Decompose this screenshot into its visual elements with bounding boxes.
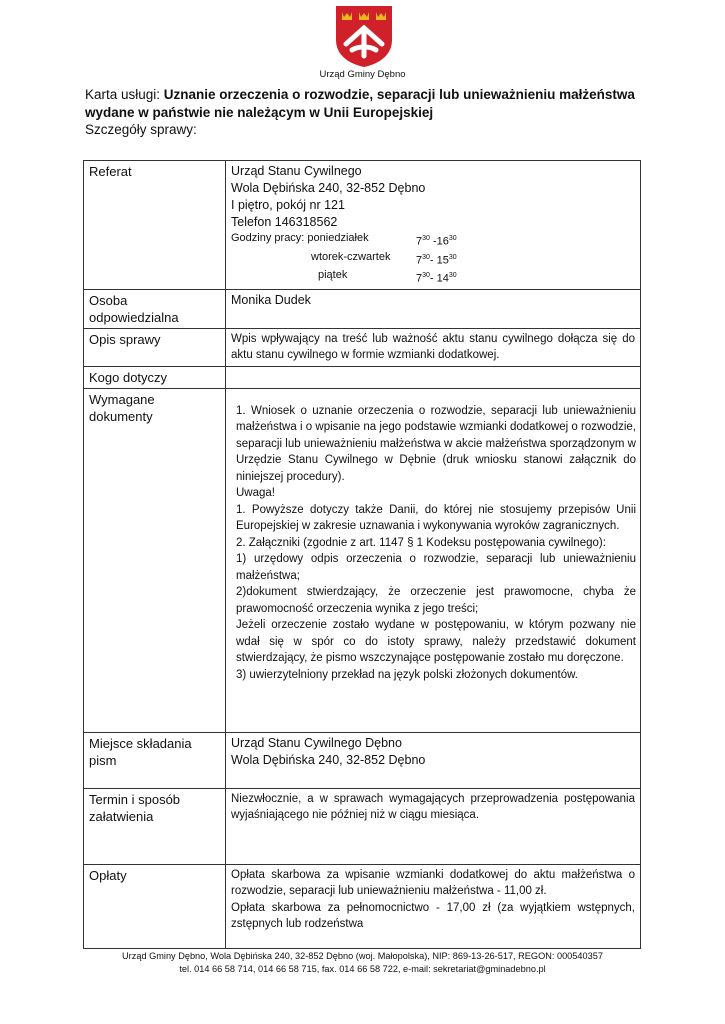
label-referat: Referat: [84, 161, 226, 290]
service-table: [83, 160, 641, 949]
value-miejsce: Urząd Stanu Cywilnego Dębno Wola Dębińska 240, 32-852 Dębno: [226, 732, 641, 788]
coat-of-arms-icon: [334, 4, 394, 68]
value-wymagane: 1. Wniosek o uznanie orzeczenia o rozwodzie, separacji lub unieważnieniu małżeństwa i o wpisanie na jego podstawie wzmianki dodatkowej o rozwodzie, separacji lub unieważnieniu małżeństwa w akcie małżeństwa sporządzonym w Urzędzie Stanu Cywilnego w Dębnie (druk wniosku stanowi załącznik do niniejszej procedury). Uwaga! 1. Powyższe dotyczy także Danii, do której nie stosujemy przepisów Unii Europejskiej w zakresie uznawania i wykonywania wyroków zagranicznych. 2. Załączniki (zgodnie z art. 1147 § 1 Kodeksu postępowania cywilnego): 1) urzędowy odpis orzeczenia o rozwodzie, separacji lub unieważnieniu małżeństwa; 2)dokument stwierdzający, że orzeczenie jest prawomocne, chyba że prawomocność orzeczenia wynika z jego treści; Jeżeli orzeczenie zostało wydane w postępowaniu, w którym pozwany nie wdał się w spór co do istoty sprawy, należy przedstawić dokument stwierdzający, że pismo wszczynające postępowanie zostało mu doręczone. 3) uwierzytelniony przekład na język polski złożonych dokumentów.: [226, 388, 641, 732]
row-osoba: [84, 289, 641, 328]
value-kogo: [226, 366, 641, 388]
row-termin: [84, 788, 641, 864]
footer-address: Urząd Gminy Dębno, Wola Dębińska 240, 32-852 Dębno (woj. Małopolska), NIP: 869-13-26-517, REGON: 000540357: [122, 951, 603, 961]
row-referat: [84, 161, 641, 290]
row-miejsce: [84, 732, 641, 788]
footer-contact: tel. 014 66 58 714, 014 66 58 715, fax. 014 66 58 722, e-mail: sekretariat@gminadebno.pl: [179, 964, 546, 974]
row-wymagane: [84, 388, 641, 732]
office-name: Urząd Gminy Dębno: [319, 69, 406, 80]
value-osoba: Monika Dudek: [226, 289, 641, 328]
row-kogo: [84, 366, 641, 388]
label-termin: Termin i sposób załatwienia: [84, 788, 226, 864]
office-hours: Godziny pracy: poniedziałek $7^{30}$ $-16^{30}$ wtorek-czwartek $7^{30}-$ $15^{30}$ piątek $7^{30}-$ $14^{30}$: [231, 232, 457, 285]
row-opis: [84, 328, 641, 366]
service-title: Uznanie orzeczenia o rozwodzie, separacji lub unieważnieniu małżeństwa wydane w państwie nie należącym w Unii Europejskiej: [85, 87, 635, 120]
value-referat: Urząd Stanu Cywilnego Wola Dębińska 240, 32-852 Dębno I piętro, pokój nr 121 Telefon 146318562 Godziny pracy: poniedziałek $7^{30}$ $-16^{30}$ wtorek-czwartek $7^{30}-$ $15^{30}$ piątek $7^{30}-$ $14^{30}$: [226, 161, 641, 290]
value-oplaty: Opłata skarbowa za wpisanie wzmianki dodatkowej do aktu małżeństwa o rozwodzie, separacji lub unieważnieniu małżeństwa - 11,00 zł. Opłata skarbowa za pełnomocnictwo - 17,00 zł (za wyjątkiem wstępnych, zstępnych lub rodzeństwa: [226, 864, 641, 948]
row-oplaty: [84, 864, 641, 948]
value-termin: Niezwłocznie, a w sprawach wymagających przeprowadzenia postępowania wyjaśniającego nie później niż w ciągu miesiąca.: [226, 788, 641, 864]
subtitle: Szczegóły sprawy:: [85, 122, 197, 137]
page-title: Karta usługi: Uznanie orzeczenia o rozwodzie, separacji lub unieważnieniu małżeństwa wydane w państwie nie należącym w Unii Europejskiej: [85, 87, 635, 120]
label-wymagane: Wymagane dokumenty: [84, 388, 226, 732]
label-osoba: Osoba odpowiedzialna: [84, 289, 226, 328]
label-oplaty: Opłaty: [84, 864, 226, 948]
footer: [0, 950, 725, 976]
label-kogo: Kogo dotyczy: [84, 366, 226, 388]
label-miejsce: Miejsce składania pism: [84, 732, 226, 788]
label-opis: Opis sprawy: [84, 328, 226, 366]
value-opis: Wpis wpływający na treść lub ważność aktu stanu cywilnego dołącza się do aktu stanu cywilnego w formie wzmianki dodatkowej.: [226, 328, 641, 366]
